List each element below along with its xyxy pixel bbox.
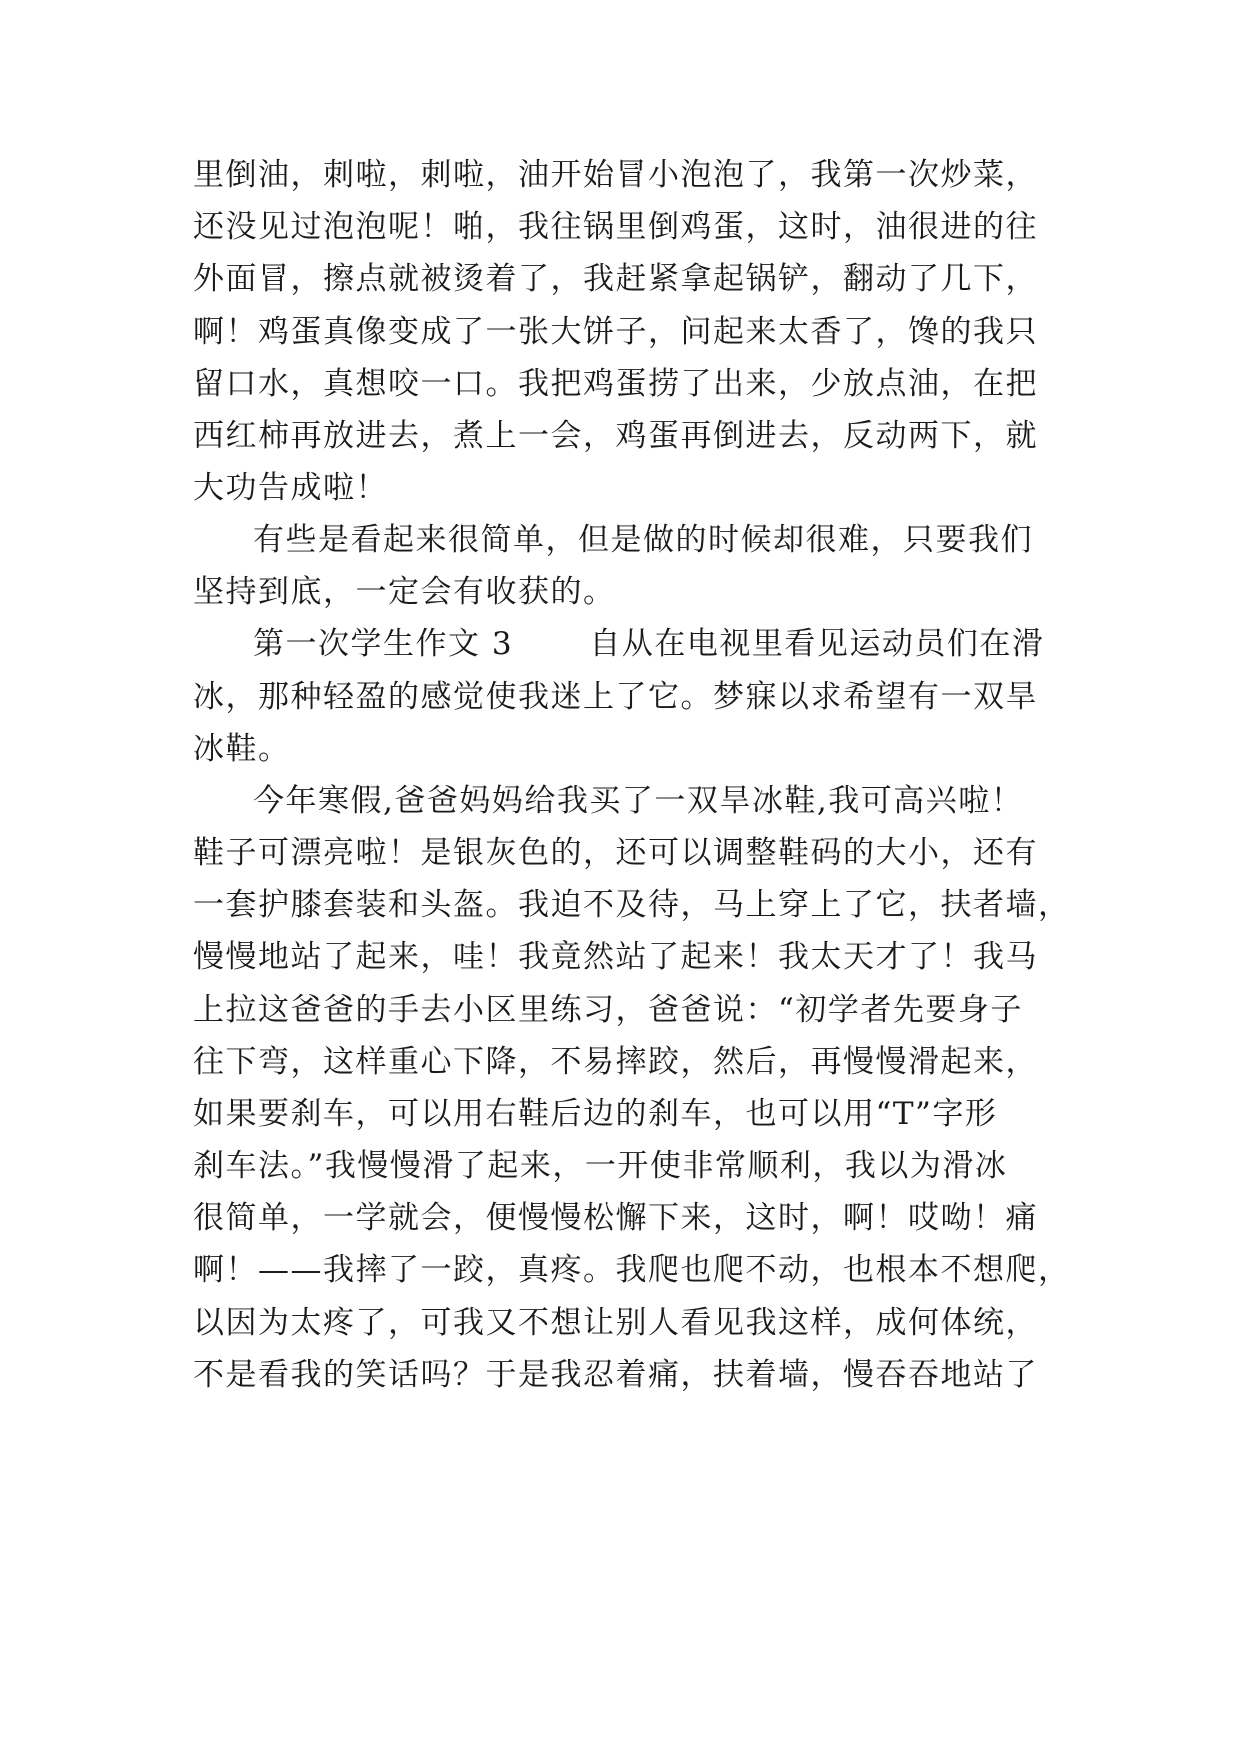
text-line: 刹车法。”我慢慢滑了起来，一开使非常顺利，我以为滑冰 — [193, 1148, 1008, 1184]
text-line: 如果要刹车，可以用右鞋后边的刹车，也可以用“T”字形 — [193, 1096, 998, 1132]
text-line: 慢慢地站了起来，哇！我竟然站了起来！我太天才了！我马 — [193, 939, 1038, 975]
text-line: 西红柿再放进去，煮上一会，鸡蛋再倒进去，反动两下，就 — [193, 418, 1038, 454]
text-line: 一套护膝套装和头盔。我迫不及待，马上穿上了它，扶者墙， — [193, 887, 1071, 923]
text-line: 上拉这爸爸的手去小区里练习，爸爸说：“初学者先要身子 — [193, 992, 1023, 1028]
text-line: 大功告成啦！ — [193, 470, 388, 506]
text-line: 很简单，一学就会，便慢慢松懈下来，这时，啊！哎呦！痛 — [193, 1200, 1038, 1236]
text-line: 坚持到底，一定会有收获的。 — [193, 574, 616, 610]
text-line: 以因为太疼了，可我又不想让别人看见我这样，成何体统， — [193, 1305, 1038, 1341]
text-line: 有些是看起来很简单，但是做的时候却很难，只要我们 — [253, 522, 1033, 558]
text-line: 冰，那种轻盈的感觉使我迷上了它。梦寐以求希望有一双旱 — [193, 679, 1038, 715]
text-line: 啊！——我摔了一跤，真疼。我爬也爬不动，也根本不想爬， — [193, 1252, 1071, 1288]
section-heading-line: 第一次学生作文 3 自从在电视里看见运动员们在滑 — [253, 626, 1045, 662]
text-line: 里倒油，刺啦，刺啦，油开始冒小泡泡了，我第一次炒菜， — [193, 157, 1038, 193]
text-line: 往下弯，这样重心下降，不易摔跤，然后，再慢慢滑起来， — [193, 1044, 1038, 1080]
text-line: 冰鞋。 — [193, 731, 291, 767]
text-line: 留口水，真想咬一口。我把鸡蛋捞了出来，少放点油，在把 — [193, 366, 1038, 402]
text-line: 鞋子可漂亮啦！是银灰色的，还可以调整鞋码的大小，还有 — [193, 835, 1038, 871]
text-line: 不是看我的笑话吗？于是我忍着痛，扶着墙，慢吞吞地站了 — [193, 1357, 1038, 1393]
text-line: 还没见过泡泡呢！啪，我往锅里倒鸡蛋，这时，油很进的往 — [193, 209, 1038, 245]
text-line: 外面冒，擦点就被烫着了，我赶紧拿起锅铲，翻动了几下， — [193, 261, 1038, 297]
text-line: 啊！鸡蛋真像变成了一张大饼子，问起来太香了，馋的我只 — [193, 314, 1038, 350]
text-line: 今年寒假,爸爸妈妈给我买了一双旱冰鞋,我可高兴啦！ — [253, 783, 1024, 819]
